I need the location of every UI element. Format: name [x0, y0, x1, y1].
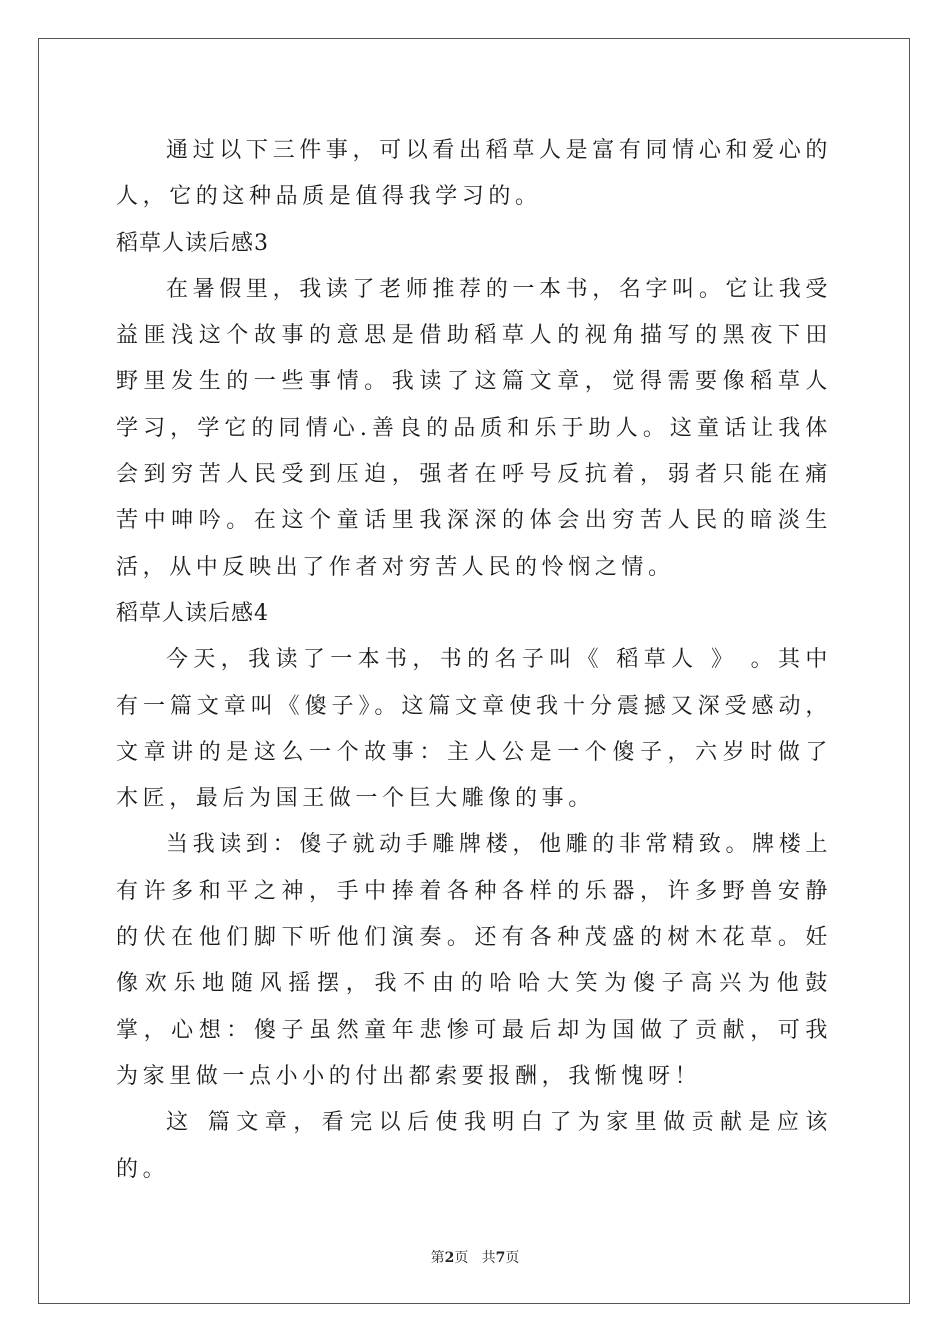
document-body — [116, 128, 832, 1193]
total-suffix: 页 — [505, 1250, 520, 1266]
paragraph: 今天，我读了一本书，书的名子叫《 稻草人 》 。其中有一篇文章叫《傻子》。这篇文章使我十分震撼又深受感动，文章讲的是这么一个故事：主人公是一个傻子，六岁时做了木匠，最后为国王做一个巨大雕像的事。 — [116, 647, 832, 812]
page-prefix: 第 — [430, 1250, 445, 1266]
current-page-number: 2 — [444, 1250, 455, 1266]
total-prefix: 共 — [481, 1250, 496, 1266]
section-heading: 稻草人读后感4 — [116, 600, 269, 626]
page-suffix: 页 — [454, 1250, 469, 1266]
paragraph: 通过以下三件事，可以看出稻草人是富有同情心和爱心的人，它的这种品质是值得我学习的。 — [116, 138, 832, 210]
paragraph: 在暑假里，我读了老师推荐的一本书，名字叫。它让我受益匪浅这个故事的意思是借助稻草人的视角描写的黑夜下田野里发生的一些事情。我读了这篇文章，觉得需要像稻草人学习，学它的同情心.善良的品质和乐于助人。这童话让我体会到穷苦人民受到压迫，强者在呼号反抗着，弱者只能在痛苦中呻吟。在这个童话里我深深的体会出穷苦人民的暗淡生活，从中反映出了作者对穷苦人民的怜悯之情。 — [116, 276, 832, 580]
paragraph: 当我读到：傻子就动手雕牌楼，他雕的非常精致。牌楼上有许多和平之神，手中捧着各种各样的乐器，许多野兽安静的伏在他们脚下听他们演奏。还有各种茂盛的树木花草。妊像欢乐地随风摇摆，我不由的哈哈大笑为傻子高兴为他鼓掌，心想：傻子虽然童年悲惨可最后却为国做了贡献，可我为家里做一点小小的付出都索要报酬，我惭愧呀！ — [116, 832, 832, 1089]
section-heading: 稻草人读后感3 — [116, 230, 269, 256]
page-footer — [0, 1247, 950, 1267]
paragraph: 这 篇文章，看完以后使我明白了为家里做贡献是应该的。 — [116, 1110, 832, 1182]
total-page-count: 7 — [495, 1250, 506, 1266]
